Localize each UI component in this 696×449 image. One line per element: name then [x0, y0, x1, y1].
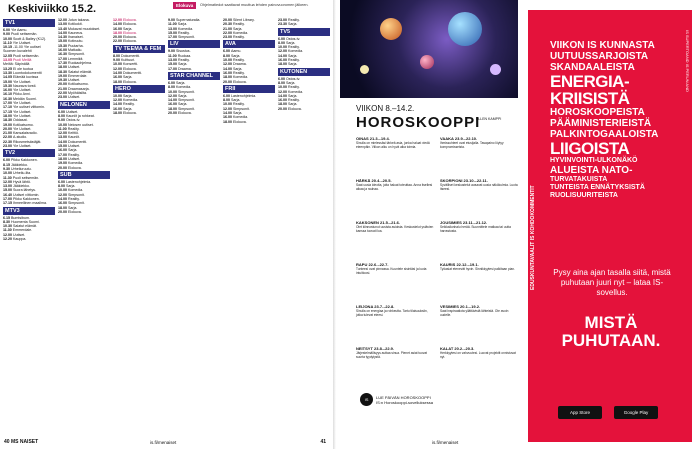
program-entry: 17.00 Yle Uutiset. — [3, 101, 32, 106]
channel-header: LIV — [168, 40, 220, 48]
zodiac-sign-text: Ihmissuhteet ovat etusijalla. Tasapaino löytyy kompromisseista. — [440, 141, 504, 150]
program-entry: 20.00 Elokuva. — [113, 35, 137, 40]
zodiac-sign-heading: HÄRKÄ 20.4.–20.5. — [356, 178, 392, 183]
program-entry: 23.00 Yle Uutiset. — [3, 144, 32, 149]
zodiac-sign-heading: NEITSYT 23.8.–22.9. — [356, 346, 395, 351]
ad-slogan: Pysy aina ajan tasalla siitä, mistä puhutaan juuri nyt – lataa IS-sovellus. — [553, 268, 671, 297]
program-entry: 15.00 Suora lähetys. — [3, 188, 36, 193]
program-entry: 12.00 Elokuva. — [113, 18, 137, 22]
zodiac-sign-heading: LEIJONA 23.7.–22.8. — [356, 304, 395, 309]
program-entry: 19.00 Kotikatsomo. — [3, 122, 34, 127]
program-entry: 9.00 Kulttuuri. — [113, 58, 136, 63]
program-entry: 23.30 Sarja. — [278, 22, 298, 27]
zodiac-sign-heading: KAURIS 22.12.–19.1. — [440, 262, 479, 267]
program-entry: 14.00 Sarja. — [278, 53, 298, 58]
footer-url: is.fi/menaiset — [432, 440, 459, 445]
horoscope-section — [320, 0, 520, 449]
program-entry: 13.00 Kauniit. — [58, 135, 80, 140]
program-entry: 13.05 Puoli Meillä — [3, 58, 32, 63]
is-app-icon: IS — [360, 393, 373, 406]
program-entry: 6.00 Aamu. — [223, 49, 242, 54]
program-entry: 8.00 Komedia. — [168, 85, 192, 90]
program-entry: 6.00 Lastenohjelmia. — [58, 179, 92, 184]
is-app-advertisement — [528, 10, 692, 442]
program-entry: 18.00 Sarja. — [278, 62, 298, 67]
program-entry: 18.30 Salatut elämät. — [58, 69, 92, 74]
program-entry: 12.00 Hyvä lähtö. — [3, 179, 31, 184]
program-entry: 12.20 Kauppa. — [3, 237, 27, 242]
program-entry: 19.00 Emmerdale. — [58, 73, 88, 78]
ad-headline-line: UUTUUSSARJOISTA — [550, 51, 649, 62]
category-tag: Elokuva — [173, 2, 196, 9]
program-entry: 6.00 Pikku Kakkonen. — [3, 158, 38, 163]
program-entry: 12.00 Uutiset. — [3, 232, 26, 237]
zodiac-sign-entry — [440, 346, 518, 359]
program-entry: 18.00 Elokuva. — [223, 119, 247, 124]
footer-left: 40 MS NAISET — [4, 439, 39, 445]
program-entry: 18.30 Oddasat. — [3, 118, 28, 123]
program-entry: 14.00 Dokumentti. — [58, 139, 88, 144]
program-entry: 14.00 Sarja. — [278, 93, 298, 98]
zodiac-sign-entry — [440, 136, 518, 149]
ad-right-text: IS SUPERTOAND IS PERUN AND — [685, 30, 690, 92]
program-entry: 6.00 Sarja. — [168, 80, 186, 85]
program-entry: 18.00 Yle Uutiset. — [3, 113, 32, 118]
ad-headline-words — [550, 40, 685, 200]
zodiac-sign-text: Tunteesi ovat pinnassa. Kuuntele sisintäsi ja luota intuitioosi. — [356, 267, 427, 276]
listing-column — [223, 18, 275, 436]
program-entry: 14.00 Reality. — [113, 102, 135, 107]
zodiac-sign-text: Syvälliset keskustelut avaavat uusia näkökulmia. Luota itseesi. — [440, 183, 518, 192]
ad-headline-line: KRIISISTÄ — [550, 89, 630, 108]
zodiac-sign-text: Herkkyytesi on vahvuutesi. Luovat projektit onnistuvat nyt. — [440, 351, 516, 360]
program-entry: 8.00 Kauniit ja rohkeat. — [58, 113, 95, 118]
zodiac-sign-heading: VESIMIES 20.1.–19.2. — [440, 304, 481, 309]
program-entry: 18.00 Uutiset. — [58, 65, 81, 70]
ad-headline-line: LIIGOISTA — [550, 139, 630, 158]
channel-header: HERO — [113, 85, 165, 93]
zodiac-sign-entry — [440, 178, 518, 191]
program-entry: 8.15 Jääkiekko. — [3, 162, 28, 167]
program-entry: 16.40 Uutiset viittomin. — [3, 192, 40, 197]
program-entry: 10.15 -11.00 Yle uutiset — [3, 45, 41, 50]
program-entry: 8.00 Sarja. — [278, 80, 296, 85]
program-entry: 23.00 Reality. — [223, 35, 245, 40]
channel-header: FRII — [223, 85, 275, 93]
program-entry: 15.00 Reality. — [168, 30, 190, 35]
zodiac-sign-heading: JOUSIMIES 23.11.–21.12. — [440, 220, 488, 225]
zodiac-sign-text: Järjestelmällisyys auttaa sinua. Pienet asiat tuovat suurta tyydytystä. — [356, 351, 428, 360]
channel-header: TV TEEMA & FEM — [113, 45, 165, 53]
program-entry: 12.00 Draama. — [223, 62, 247, 67]
horoscope-page — [320, 0, 696, 449]
program-entry: 22.00 Elokuva. — [113, 39, 137, 44]
program-entry: 10.00 Konsertti. — [113, 62, 139, 67]
zodiac-sign-entry — [356, 178, 434, 191]
ad-headline-line: TUNTEISTA ENNÄTYKSISTÄ — [550, 184, 645, 191]
program-entry: 12.00 Komedia. — [113, 98, 139, 103]
program-entry: 14.05 Elämää kuvissa — [3, 75, 39, 80]
program-entry: 10.00 Reality. — [223, 58, 245, 63]
channel-header: NELONEN — [58, 101, 110, 109]
program-entry: 12.00 Komedia. — [278, 49, 304, 54]
zodiac-sign-heading: OINAS 21.3.–19.4. — [356, 136, 390, 141]
zodiac-sign-text: Saat uusia ideoita, joita haluat toteuttaa. Anna itsellesi aikaa ja rauhaa. — [356, 183, 433, 192]
program-entry: 20.00 Elokuva. — [58, 209, 82, 214]
program-entry: 12.00 Jutun takana. — [58, 18, 90, 22]
program-entry: 23.00 Reality. — [278, 18, 300, 22]
program-entry: 20.00 Kotikatsomo. — [58, 82, 89, 87]
program-entry: 16.10 Pikku Anni. — [3, 92, 31, 97]
horoscope-title: HOROSKOOPPI — [356, 114, 481, 131]
program-entry: 12.00 Keittiö. — [58, 131, 79, 136]
zodiac-sign-entry — [356, 220, 434, 233]
program-entry: 11.00 Ruokaa. — [168, 53, 192, 58]
footer-url: is.fi/menaiset — [150, 440, 177, 445]
program-entry: 17.00 Pikku Kakkonen. — [3, 196, 40, 201]
program-entry: 13.00 Kotikokit. — [58, 22, 83, 27]
ad-brand: MISTÄ PUHUTAAN. — [561, 313, 661, 350]
program-entry: 20.00 Silent Library. — [223, 18, 255, 22]
ad-headline-line: PÄÄMINISTERIEISTÄ — [550, 118, 652, 129]
zodiac-sign-text: Työasiat etenevät hyvin. Sinnikkyytesi palkitaan pian. — [440, 267, 515, 271]
program-entry: 14.00 Elokuva. — [113, 22, 137, 27]
program-entry: 18.00 Sarja. — [278, 102, 298, 107]
program-entry: 17.00 Draama. — [168, 66, 192, 71]
zodiac-sign-text: Saat inspiraatiota yllättävistä lähteistä. Ole avoin uudelle. — [440, 309, 509, 318]
program-entry: 10.00 Reality. — [278, 45, 300, 50]
program-entry: 16.00 Reality. — [278, 98, 300, 103]
ad-headline-line: VIIKON IS KUNNASTA — [550, 40, 655, 51]
listing-column — [58, 18, 110, 436]
zodiac-sign-entry — [356, 304, 434, 317]
program-entry: 16.00 Yle Uutiset. — [3, 88, 32, 93]
program-entry: 8.00 Sarja. — [223, 53, 241, 58]
program-entry: 17.30 Ruokaohjelma. — [58, 60, 92, 65]
tv-listings — [3, 18, 333, 436]
zodiac-sign-heading: VAAKA 23.9.–22.10. — [440, 136, 478, 141]
ad-headline-line: HYVINVOINTI-ULKONÄKÖ — [550, 157, 638, 164]
program-entry: 20.00 Elokuva. — [168, 111, 192, 116]
program-entry: 13.30 Luontodokumentti — [3, 70, 42, 75]
program-entry: 21.00 Kansalaisradio. — [3, 131, 38, 136]
program-entry: 8.30 Huomenta Suomi. — [3, 219, 40, 224]
zodiac-sign-heading: KAKSONEN 21.5.–21.6. — [356, 220, 401, 225]
page-number: 41 — [320, 439, 326, 445]
zodiac-sign-entry — [356, 346, 434, 359]
program-entry: 18.00 Elokuva. — [113, 30, 137, 35]
channel-header: TV1 — [3, 19, 55, 27]
program-entry: 22.00 A-studio. — [3, 135, 28, 140]
program-entry: 16.30 Meidän Suomi. — [3, 96, 37, 101]
program-entry: 17.00 Reality. — [58, 152, 80, 157]
program-entry: 9.00 Ostos-tv. — [58, 118, 81, 123]
program-entry: 16.00 Komedia. — [223, 115, 249, 120]
program-entry: 11.30 Emmerdale. — [3, 228, 33, 233]
program-entry: 17.15 Yle Uutiset. — [3, 109, 32, 114]
program-entry: 14.00 Dokumentti. — [113, 70, 143, 75]
program-entry: 10.00 Nelosen uutiset. — [58, 122, 94, 127]
program-entry: 11.30 Puoli seitsemän. — [3, 175, 40, 180]
listing-column — [3, 18, 55, 436]
program-entry: Suomen kuvalehti — [3, 49, 32, 54]
program-entry: 16.00 Sarja. — [113, 106, 133, 111]
program-entry: 9.00 Supernaturalia. — [168, 18, 201, 22]
program-entry: 18.00 Elokuva. — [113, 79, 137, 84]
channel-header: MTV3 — [3, 207, 55, 215]
zodiac-sign-text: Sinulla on mielessäsi tärkeä asia, jonka haluat viedä eteenpäin. Viikon alku on hyvä aika toimia. — [356, 141, 430, 150]
notice-text: Ohjelmatiedot saattavat muuttua lehden painovuoromen jälkeen. — [200, 3, 309, 7]
program-entry: 20.00 Elokuva. — [278, 106, 302, 111]
program-entry: 16.00 Simpsonit. — [58, 201, 85, 206]
program-entry: 14.00 Sarja. — [223, 111, 243, 116]
zodiac-sign-text: Sinulla on energiaa ja rohkeutta. Tartu tilaisuuksiin, jotka tulevat eteesi. — [356, 309, 428, 318]
program-entry: 14.00 Sarja. — [223, 66, 243, 71]
ad-side-text: EDUSKUNTAVAALIT IS KOHDOKOMMENTIT — [530, 185, 536, 290]
channel-header: TV5 — [278, 28, 330, 36]
program-entry: 10.00 Urheilu-ilta. — [3, 171, 32, 176]
program-entry: 16.00 Sarja. — [58, 148, 78, 153]
program-entry: 6.00 Uutiset. — [58, 109, 79, 114]
program-entry: 12.00 Sarja. — [168, 93, 188, 98]
program-entry: 8.00 Sarja. — [278, 40, 296, 45]
program-entry: 9.30 Urheiluruutu. — [3, 166, 32, 171]
zodiac-sign-entry — [440, 304, 518, 317]
program-entry: 6.00 Ostos-tv. — [278, 76, 301, 81]
ad-headline-line: ENERGIA- — [550, 72, 630, 91]
program-entry: 22.30 Rikosmetsästäjät. — [3, 139, 42, 144]
ad-headline-line: PALKINTOGAALOISTA — [550, 129, 659, 140]
program-entry: 16.00 Matkailu. — [58, 48, 83, 53]
program-entry: 10.00 Sarja. — [113, 93, 133, 98]
program-entry: 13.00 Reality. — [168, 58, 190, 63]
channel-header: TV2 — [3, 149, 55, 157]
program-entry: 11.00 Reality. — [58, 126, 80, 131]
program-entry: 18.00 Uutiset. — [58, 156, 81, 161]
listing-column — [278, 18, 330, 436]
channel-header: AVA — [223, 40, 275, 48]
program-entry: 11.00 Sarja. — [168, 22, 188, 27]
program-entry: 16.00 Sarja. — [113, 75, 133, 80]
program-entry: 15.30 Naurava torsti. — [3, 83, 37, 88]
program-entry: 12.00 Simpsonit. — [58, 192, 85, 197]
program-entry: 12.00 Simpsonit. — [223, 106, 250, 111]
zodiac-sign-entry — [356, 136, 434, 149]
program-entry: 13.00 Jääkiekko. — [3, 184, 30, 189]
program-entry: 10.00 Scott & Bailey (K12). — [3, 36, 47, 41]
program-entry: 12.05 Puoli seitsemän. — [3, 53, 40, 58]
program-entry: 6.15 Bumtsibum. — [3, 215, 30, 220]
program-entry: 10.30 Salatut elämät. — [3, 224, 37, 229]
program-entry: 15.30 Puutarha. — [58, 43, 84, 48]
program-entry: 15.00 Kotiruutu. — [58, 39, 84, 44]
program-entry: 13.00 Komedia. — [168, 26, 194, 31]
program-entry: 20.30 Reality. — [223, 22, 245, 27]
program-entry: 22.00 Komedia. — [223, 30, 249, 35]
listing-column — [168, 18, 220, 436]
program-entry: 10.00 Simpsonit. — [168, 89, 195, 94]
zodiac-sign-heading: RAPU 22.6.–22.7. — [356, 262, 389, 267]
zodiac-sign-text: Olet kiinnostunut uusista asioista. Keskustelut ystävien kanssa tuovat iloa. — [356, 225, 434, 234]
channel-header: KUTONEN — [278, 68, 330, 76]
program-entry: 17.10 Yle uutiset viittomin. — [3, 105, 45, 110]
program-entry: 15.00 Sarja. — [168, 62, 188, 67]
program-entry: 14.30 Ihanaiset. — [58, 35, 84, 40]
zodiac-sign-text: Seikkailunhalu herää. Suunnittele matkaa tai uutta harrastusta. — [440, 225, 511, 234]
program-entry: 18.00 Elokuva. — [113, 111, 137, 116]
horoscope-week: VIIKON 8.–14.2. — [356, 104, 415, 113]
program-entry: 13.40 Mukavat muutokset. — [58, 26, 101, 31]
page-title: Keskiviikko 15.2. — [8, 3, 97, 15]
app-store-badge[interactable]: App Store — [558, 406, 602, 419]
program-entry: 16.00 Sarja. — [113, 26, 133, 31]
program-entry: 10.00 Reality. — [223, 102, 245, 107]
program-entry: 10.00 Reality. — [278, 85, 300, 90]
program-entry: 17.15 Ihmeellinen maailma. — [3, 201, 47, 206]
zodiac-sign-heading: KALAT 20.2.–20.3. — [440, 346, 475, 351]
channel-header: SUB — [58, 171, 110, 179]
program-entry: 20.00 Elokuva. — [58, 165, 82, 170]
program-entry: 14.00 Kauneus. — [58, 30, 84, 35]
channel-header: STAR CHANNEL — [168, 72, 220, 80]
zodiac-sign-entry — [440, 262, 518, 271]
program-entry: 11.10 Yle Uutiset. — [3, 40, 32, 45]
program-entry: 15.00 Uutiset. — [58, 144, 81, 149]
program-entry: 23.00 Uutiset. — [58, 95, 81, 100]
program-entry: 22.00 Myöhäisilta. — [58, 91, 87, 96]
program-entry: 20.00 Yle Uutiset. — [3, 126, 32, 131]
program-entry: 21.00 Draamasarja. — [58, 86, 90, 91]
program-entry: 6.00 Lastenohjelmia. — [223, 93, 257, 98]
zodiac-sign-entry — [440, 220, 518, 233]
ad-headline-line: HOROSKOOPEISTA — [550, 107, 645, 118]
ad-headline-line: ALUEISTA NATO- — [550, 165, 633, 176]
program-entry: 18.00 Komedia. — [223, 75, 249, 80]
program-entry: 14.00 Reality. — [58, 196, 80, 201]
program-entry: 16.30 Simpsonit. — [58, 52, 85, 57]
program-entry: 10.00 Komedia. — [58, 188, 84, 193]
program-entry: 15.00 Yle Uutiset. — [3, 79, 32, 84]
zodiac-sign-entry — [356, 262, 434, 275]
program-entry: 18.00 Simpsonit. — [168, 106, 195, 111]
author-credit: ELLEN KAMPPI — [476, 117, 502, 121]
ad-headline-line: TURVATAKUISTA — [550, 176, 608, 183]
program-entry: 12.00 Komedia. — [278, 89, 304, 94]
program-entry: 18.00 Sarja. — [58, 205, 78, 210]
tv-guide-page — [0, 0, 334, 449]
google-play-badge[interactable]: Google Play — [614, 406, 658, 419]
program-entry: 12.00 Elokuva. — [113, 66, 137, 71]
program-entry: 9.00 Puoli seitsemän. — [3, 32, 38, 37]
ad-headline-line: RUOLISUURITEISTA — [550, 192, 618, 199]
program-entry: 9.00 Sisustus. — [168, 49, 191, 54]
program-entry: 20.00 Elokuva. — [223, 79, 247, 84]
program-entry: 19.30 Uutiset. — [58, 78, 81, 83]
listing-column — [113, 18, 165, 436]
program-entry: 8.00 Sarja. — [223, 98, 241, 103]
horoscope-app-promo: LUE PÄIVÄN HOROSKOOPPI IS:n Horoskooppi-sovelluksessa — [376, 395, 433, 405]
program-entry: Meiltä: Säpinällä — [3, 62, 30, 67]
cosmic-illustration — [340, 0, 518, 98]
program-entry: 14.00 Simpsonit. — [168, 98, 195, 103]
program-entry: 16.00 Sarja. — [168, 102, 188, 107]
program-entry: 6.00 Yle Aamu. — [3, 28, 28, 32]
zodiac-sign-heading: SKORPIONI 23.10.–22.11. — [440, 178, 488, 183]
program-entry: 17.00 Simpsonit. — [168, 35, 195, 40]
program-entry: 16.00 Reality. — [223, 70, 245, 75]
ad-headline-line: SKANDAALEISTA — [550, 62, 635, 73]
program-entry: 19.00 Komedia. — [58, 161, 84, 166]
program-entry: 6.00 Ostos-tv. — [278, 36, 301, 41]
program-entry: 21.00 Sarja. — [223, 26, 243, 31]
program-entry: 17.00 Lemmikit. — [58, 56, 84, 61]
program-entry: 8.00 Dokumentti. — [113, 53, 141, 58]
program-entry: 13.25 Ei ole tuotua — [3, 66, 33, 71]
program-entry: 16.00 Reality. — [278, 58, 300, 63]
program-entry: 8.00 Sarja. — [58, 184, 76, 189]
